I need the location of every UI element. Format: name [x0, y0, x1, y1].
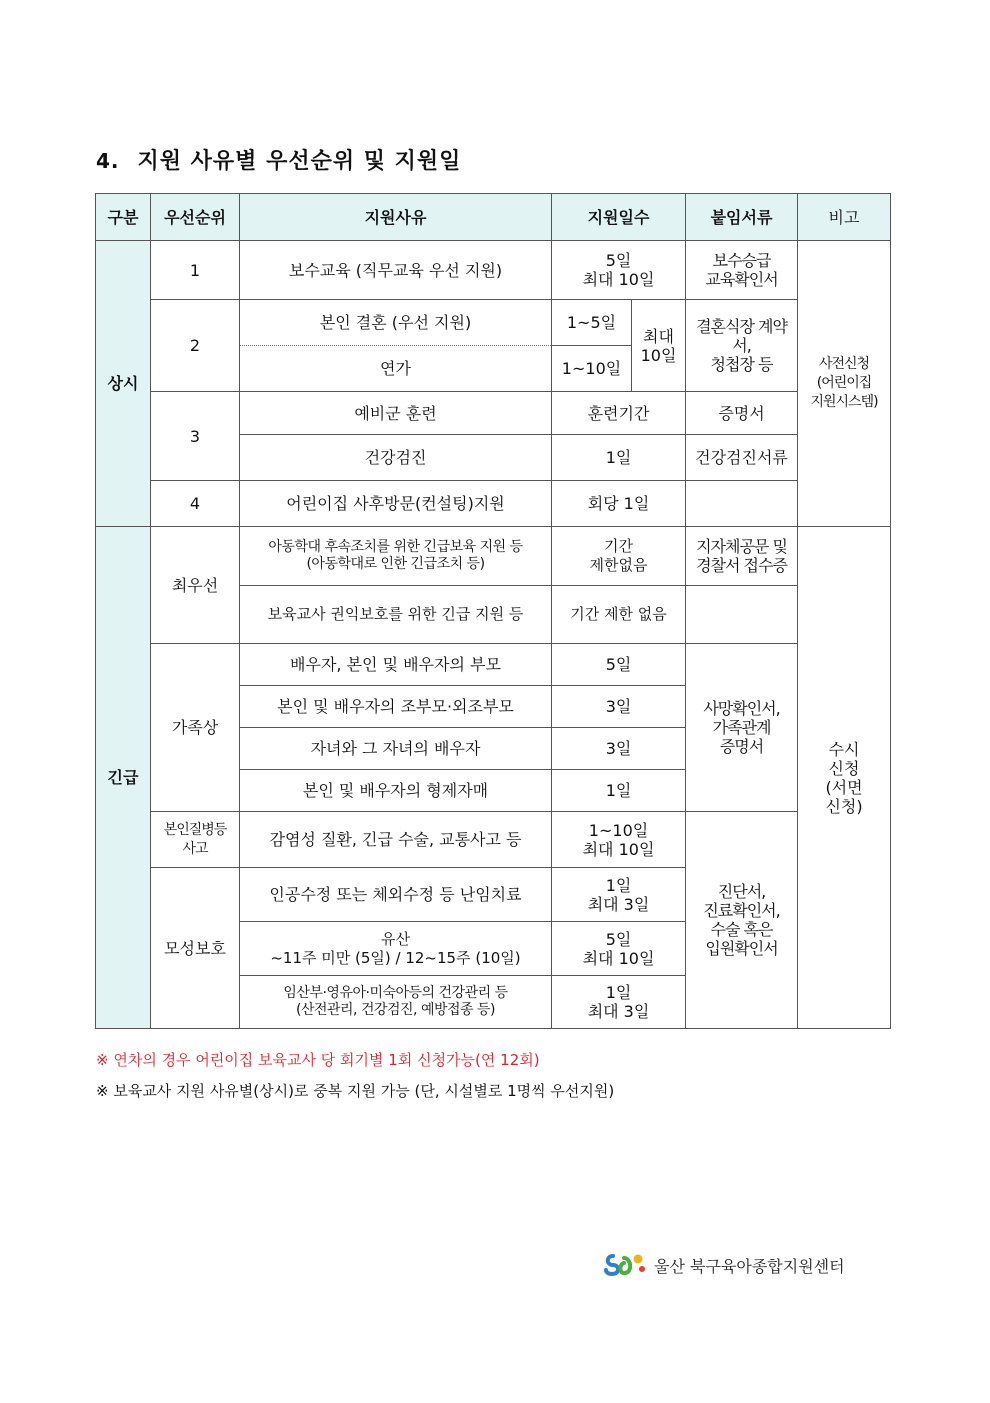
days-cell: 5일	[552, 644, 686, 686]
reason-cell: 본인 및 배우자의 조부모·외조부모	[240, 686, 552, 728]
table-row	[96, 392, 891, 435]
reason-cell: 본인 결혼 (우선 지원)	[240, 300, 552, 346]
table-row	[96, 481, 891, 527]
priority-table	[95, 193, 891, 1029]
days-cell: 1~10일	[552, 346, 632, 392]
priority-cell: 가족상	[151, 644, 240, 812]
reason-cell: 보수교육 (직무교육 우선 지원)	[240, 241, 552, 300]
reason-cell: 보육교사 권익보호를 위한 긴급 지원 등	[240, 586, 552, 644]
footnote-duplicate-support: ※ 보육교사 지원 사유별(상시)로 중복 지원 가능 (단, 시설별로 1명씩 우선지원)	[96, 1082, 615, 1100]
days-cell: 1일 최대 3일	[552, 868, 686, 922]
note-regular: 사전신청 (어린이집 지원시스템)	[798, 241, 891, 527]
docs-cell: 사망확인서, 가족관계 증명서	[686, 644, 798, 812]
center-logo-text: 울산 북구육아종합지원센터	[654, 1256, 845, 1276]
days-cell: 1일	[552, 435, 686, 481]
priority-cell: 3	[151, 392, 240, 481]
reason-cell: 본인 및 배우자의 형제자매	[240, 770, 552, 812]
reason-cell: 예비군 훈련	[240, 392, 552, 435]
table-header-row	[96, 194, 891, 241]
reason-cell: 임산부·영유아·미숙아등의 건강관리 등 (산전관리, 건강검진, 예방접종 등)	[240, 976, 552, 1029]
header-priority: 우선순위	[151, 194, 240, 241]
docs-cell	[686, 586, 798, 644]
priority-cell: 1	[151, 241, 240, 300]
docs-cell	[686, 481, 798, 527]
table-row	[96, 812, 891, 868]
reason-cell: 연가	[240, 346, 552, 392]
days-cell: 1~5일	[552, 300, 632, 346]
days-cell: 5일 최대 10일	[552, 922, 686, 976]
priority-cell: 최우선	[151, 527, 240, 644]
section-title-text: 지원 사유별 우선순위 및 지원일	[137, 149, 462, 174]
docs-cell: 결혼식장 계약서, 청첩장 등	[686, 300, 798, 392]
days-cell: 회당 1일	[552, 481, 686, 527]
docs-cell: 건강검진서류	[686, 435, 798, 481]
max-days-cell: 최대 10일	[632, 300, 686, 392]
reason-cell: 아동학대 후속조치를 위한 긴급보육 지원 등 (아동학대로 인한 긴급조치 등)	[240, 527, 552, 586]
priority-cell: 모성보호	[151, 868, 240, 1029]
table-row	[96, 644, 891, 686]
note-urgent: 수시 신청 (서면 신청)	[798, 527, 891, 1029]
docs-cell: 보수승급 교육확인서	[686, 241, 798, 300]
header-days: 지원일수	[552, 194, 686, 241]
days-cell: 3일	[552, 728, 686, 770]
reason-cell: 어린이집 사후방문(컨설팅)지원	[240, 481, 552, 527]
table-row	[96, 241, 891, 300]
days-cell: 1~10일 최대 10일	[552, 812, 686, 868]
days-cell: 5일 최대 10일	[552, 241, 686, 300]
reason-cell: 자녀와 그 자녀의 배우자	[240, 728, 552, 770]
table-row	[96, 300, 891, 346]
priority-cell: 본인질병등 사고	[151, 812, 240, 868]
days-cell: 1일	[552, 770, 686, 812]
days-cell: 3일	[552, 686, 686, 728]
days-cell: 1일 최대 3일	[552, 976, 686, 1029]
table-row	[96, 527, 891, 586]
center-logo	[604, 1250, 845, 1280]
header-docs: 붙임서류	[686, 194, 798, 241]
category-urgent: 긴급	[96, 527, 151, 1029]
priority-cell: 4	[151, 481, 240, 527]
section-number: 4.	[96, 149, 120, 173]
reason-cell: 건강검진	[240, 435, 552, 481]
docs-cell: 진단서, 진료확인서, 수술 혹은 입원확인서	[686, 812, 798, 1029]
footnote-annual-leave: ※ 연차의 경우 어린이집 보육교사 당 회기별 1회 신청가능(연 12회)	[96, 1051, 540, 1069]
days-cell: 기간 제한없음	[552, 527, 686, 586]
priority-cell: 2	[151, 300, 240, 392]
header-category: 구분	[96, 194, 151, 241]
docs-cell: 증명서	[686, 392, 798, 435]
header-note: 비고	[798, 194, 891, 241]
reason-cell: 유산 ~11주 미만 (5일) / 12~15주 (10일)	[240, 922, 552, 976]
center-logo-icon	[604, 1250, 648, 1280]
days-cell: 훈련기간	[552, 392, 686, 435]
header-reason: 지원사유	[240, 194, 552, 241]
section-title	[96, 144, 461, 175]
docs-cell: 지자체공문 및 경찰서 접수증	[686, 527, 798, 586]
reason-cell: 감염성 질환, 긴급 수술, 교통사고 등	[240, 812, 552, 868]
days-cell: 기간 제한 없음	[552, 586, 686, 644]
reason-cell: 배우자, 본인 및 배우자의 부모	[240, 644, 552, 686]
category-regular: 상시	[96, 241, 151, 527]
reason-cell: 인공수정 또는 체외수정 등 난임치료	[240, 868, 552, 922]
